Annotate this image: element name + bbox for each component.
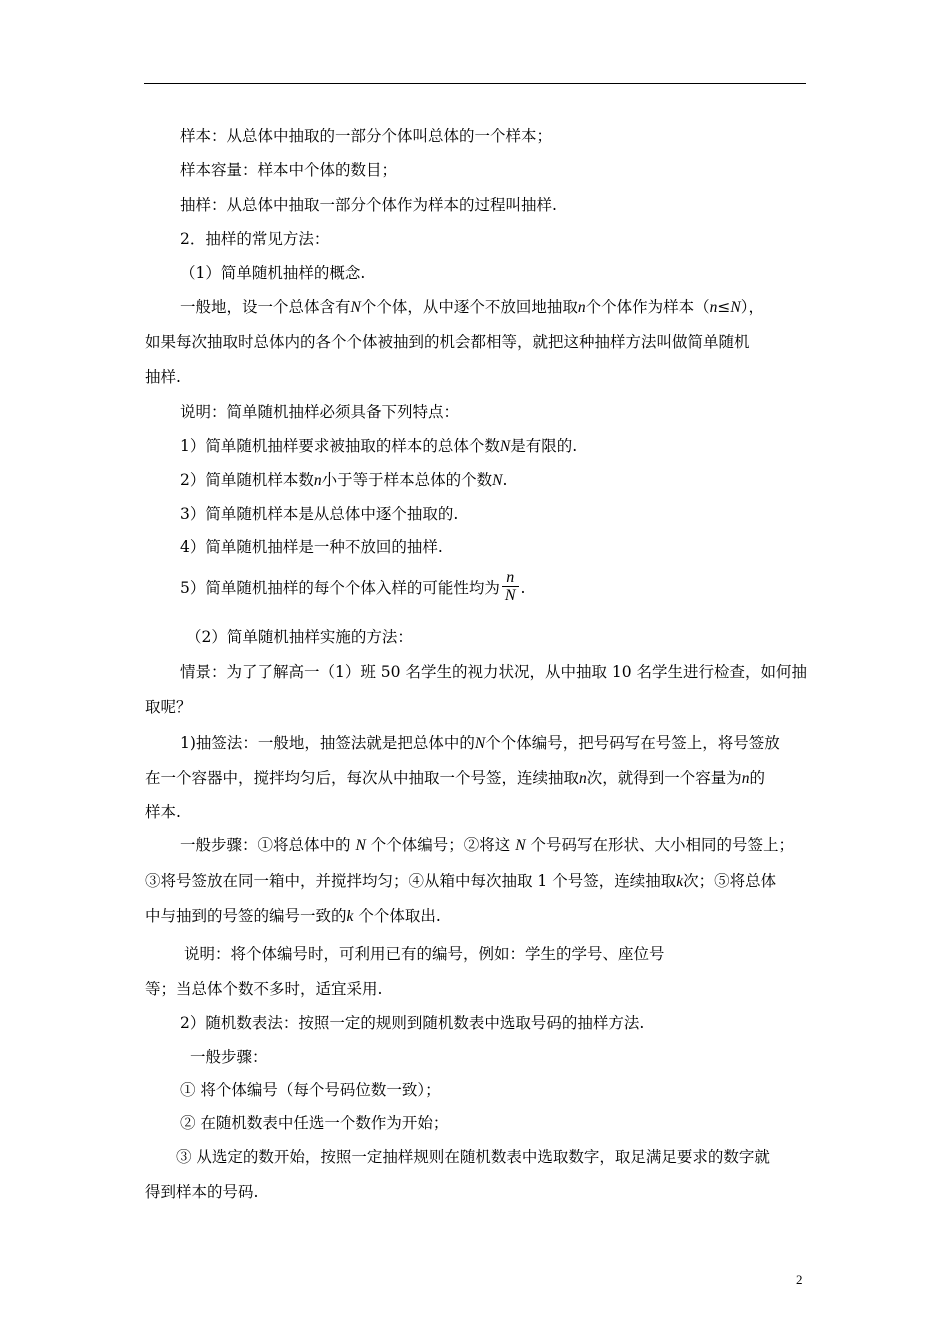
fraction-n-over-N: $\frac{n}{N}$: [502, 569, 519, 605]
text-line: ① 将个体编号（每个号码位数一致）；: [180, 1081, 441, 1099]
text-line: 得到样本的号码.: [145, 1183, 259, 1201]
text-line: 2．抽样的常见方法：: [180, 230, 330, 248]
text-line: 如果每次抽取时总体内的各个个体被抽到的机会都相等，就把这种抽样方法叫做简单随机: [145, 333, 750, 351]
header-rule: [144, 83, 806, 84]
text-line: 说明：将个体编号时，可利用已有的编号，例如：学生的学号、座位号: [184, 945, 665, 963]
text-line: 4）简单随机抽样是一种不放回的抽样.: [180, 538, 443, 556]
page-number: 2: [796, 1272, 803, 1287]
text-line: 1)抽签法：一般地，抽签法就是把总体中的N个个体编号，把号码写在号签上，将号签放: [180, 734, 780, 752]
text-line: ③将号签放在同一箱中，并搅拌均匀；④从箱中每次抽取 1 个号签，连续抽取k次；⑤将总体: [145, 872, 777, 890]
text-line: 一般步骤：①将总体中的 N 个个体编号；②将这 N 个号码写在形状、大小相同的号签上；: [180, 836, 794, 854]
text-line: 1）简单随机抽样要求被抽取的样本的总体个数N是有限的.: [180, 437, 578, 455]
text-line: 说明：简单随机抽样必须具备下列特点：: [180, 403, 460, 421]
text-line: （1）简单随机抽样的概念.: [180, 264, 366, 282]
text-line: 2）随机数表法：按照一定的规则到随机数表中选取号码的抽样方法.: [180, 1014, 645, 1032]
text-line: 中与抽到的号签的编号一致的k 个个体取出.: [145, 907, 441, 925]
text-line: 抽样：从总体中抽取一部分个体作为样本的过程叫抽样.: [180, 196, 557, 214]
text-line: 样本容量：样本中个体的数目；: [180, 161, 398, 179]
text-line: （2）简单随机抽样实施的方法：: [186, 628, 413, 646]
text-line: 样本.: [145, 803, 181, 821]
text-line: 3）简单随机样本是从总体中逐个抽取的.: [180, 505, 459, 523]
text-line: 抽样.: [145, 368, 181, 386]
text-line: ③ 从选定的数开始，按照一定抽样规则在随机数表中选取数字，取足满足要求的数字就: [176, 1148, 770, 1166]
text-line: 2）简单随机样本数n小于等于样本总体的个数N.: [180, 471, 508, 489]
text-line: ② 在随机数表中任选一个数作为开始；: [180, 1114, 449, 1132]
text-line: 情景：为了了解高一（1）班 50 名学生的视力状况，从中抽取 10 名学生进行检查，如何抽: [180, 663, 808, 681]
text-line: 取呢？: [145, 698, 192, 716]
text-line: 等；当总体个数不多时，适宜采用.: [145, 980, 383, 998]
text-line: 5）简单随机抽样的每个个体入样的可能性均为 $\frac{n}{N}$ .: [180, 569, 526, 604]
text-line: 一般地，设一个总体含有N个个体，从中逐个不放回地抽取n个个体作为样本（n≤N），: [180, 298, 764, 316]
text-line: 一般步骤：: [190, 1048, 268, 1066]
text-line: 样本：从总体中抽取的一部分个体叫总体的一个样本；: [180, 127, 553, 145]
text-line: 在一个容器中，搅拌均匀后，每次从中抽取一个号签，连续抽取n次，就得到一个容量为n的: [145, 769, 766, 787]
